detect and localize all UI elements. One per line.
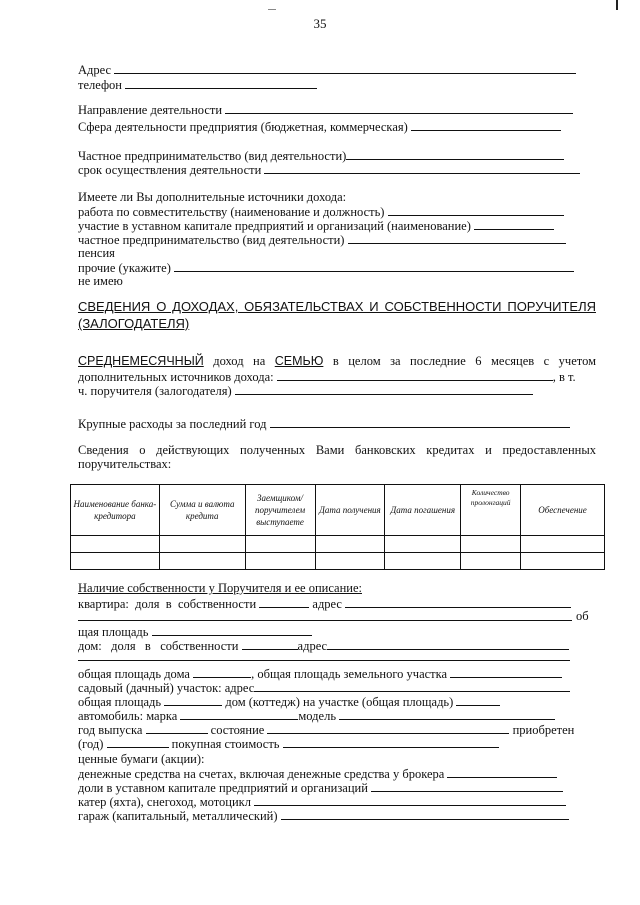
money-row [78,766,557,781]
expenses-label: Крупные расходы за последний год [78,417,267,431]
table-cell[interactable] [159,553,245,570]
apartment-share-field[interactable] [259,596,309,608]
col-header-security: Обеспечение [521,485,605,536]
table-header-row [71,485,605,536]
table-cell[interactable] [385,553,461,570]
apartment-address-word: адрес [312,597,342,611]
income-line2-start: дополнительных источников дохода: [78,370,274,384]
family-word: СЕМЬЮ [274,354,324,368]
credits-table [70,484,605,570]
garage-label: гараж (капитальный, металлический) [78,809,278,823]
shares-field[interactable] [371,780,563,792]
car-row [78,708,555,723]
extra-income-question: Имеете ли Вы дополнительные источники дохода: [78,190,347,204]
col-header-amount: Сумма и валюта кредита [159,485,245,536]
phone-field[interactable] [125,77,317,89]
price-row [78,736,499,751]
col-header-date-received: Дата получения [315,485,385,536]
apartment-area-field[interactable] [152,624,312,636]
table-cell[interactable] [315,553,385,570]
share-label: участие в уставном капитале предприятий и организаций (наименование) [78,219,471,233]
year-label: год выпуска [78,723,143,737]
direction-label: Направление деятельности [78,103,223,117]
house-share-field[interactable] [242,638,298,650]
table-cell[interactable] [245,553,315,570]
credits-intro-line2: поручительствах: [78,457,172,471]
corner-mark [616,0,618,10]
address-field[interactable] [114,62,576,74]
page-number: 35 [313,16,327,31]
garden-row [78,680,570,695]
private-income-row [78,232,566,247]
address-label: Адрес [78,63,112,77]
price-label: покупная стоимость [171,737,280,751]
pension-label: пенсия [78,246,115,260]
private-income-field[interactable] [348,232,566,244]
acquired-label: приобретен [512,723,575,737]
condition-field[interactable] [267,722,509,734]
share-row [78,218,554,233]
ob-fragment: об [576,609,589,623]
house-address-field[interactable] [327,638,569,650]
land-area-label: , общая площадь земельного участка [251,667,448,681]
apartment-label: квартира: доля в собственности [78,597,257,611]
col-header-date-repaid: Дата погашения [385,485,461,536]
year-row [78,722,574,737]
expenses-field[interactable] [270,416,570,428]
year-field[interactable] [146,722,208,734]
garage-field[interactable] [281,808,569,820]
address-row [78,62,576,77]
income-line3 [78,383,533,398]
garage-row [78,808,569,823]
income-line2 [78,369,576,384]
house-area-row [78,666,562,681]
table-cell[interactable] [71,536,160,553]
direction-field[interactable] [225,102,573,114]
condition-label: состояние [210,723,265,737]
cottage-label: дом (коттедж) на участке (общая площадь) [225,695,454,709]
car-label: автомобиль: марка [78,709,178,723]
table-cell[interactable] [385,536,461,553]
sphere-row [78,119,561,134]
other-label: прочие (укажите) [78,261,171,275]
apartment-area-label: щая площадь [78,625,149,639]
phone-label: телефон [78,78,122,92]
part-time-field[interactable] [388,204,564,216]
private-income-label: частное предпринимательство (вид деятельности) [78,233,345,247]
garden-area-row [78,694,500,709]
boat-label: катер (яхта), снегоход, мотоцикл [78,795,251,809]
income-line1 [78,354,596,368]
table-cell[interactable] [245,536,315,553]
house-area-label: общая площадь дома [78,667,190,681]
col-header-bank: Наименование банка-кредитора [71,485,160,536]
house-address-field-2[interactable] [78,660,570,661]
sphere-label: Сфера деятельности предприятия (бюджетная, коммерческая) [78,120,408,134]
money-field[interactable] [447,766,557,778]
model-label: модель [298,709,337,723]
money-label: денежные средства на счетах, включая денежные средства у брокера [78,767,445,781]
house-label: дом: доля в собственности [78,639,239,653]
credits-intro-line1: Сведения о действующих полученных Вами банковских кредитах и предоставленных [78,443,596,457]
income-total-field[interactable] [277,369,553,381]
table-cell[interactable] [159,536,245,553]
private-label: Частное предпринимательство (вид деятельности) [78,149,347,163]
table-cell[interactable] [461,553,521,570]
table-cell[interactable] [461,536,521,553]
term-row [78,162,580,177]
house-address-word: адрес [297,639,328,653]
property-heading [78,581,362,595]
apartment-row [78,596,571,611]
col-header-role: Заемщиком/ поручителем выступаете [245,485,315,536]
apartment-address-field[interactable] [345,596,571,608]
garden-area-label: общая площадь [78,695,162,709]
garden-area-field[interactable] [164,694,222,706]
none-label: не имею [78,274,123,288]
phone-row [78,77,317,92]
income-part1: доход на [203,354,275,368]
part-time-row [78,204,564,219]
table-cell[interactable] [71,553,160,570]
income-line2-end: , в т. [552,370,576,384]
boat-field[interactable] [254,794,566,806]
direction-row [78,102,573,117]
house-row [78,638,569,653]
apartment-address-field-2[interactable] [78,620,572,621]
other-field[interactable] [174,260,574,272]
shares-row [78,780,563,795]
other-row [78,260,574,275]
car-make-field[interactable] [180,708,298,720]
expenses-row [78,416,570,431]
guarantor-income-field[interactable] [235,383,533,395]
garden-label: садовый (дачный) участок: адрес [78,681,255,695]
property-heading-text: Наличие собственности у Поручителя и ее описание: [78,581,362,595]
apartment-area-row [78,624,312,639]
col-header-extensions: Количество пролонгаций [461,485,521,536]
table-row [71,553,605,570]
share-field[interactable] [474,218,554,230]
section-heading-line1: СВЕДЕНИЯ О ДОХОДАХ, ОБЯЗАТЕЛЬСТВАХ И СОБСТВЕННОСТИ ПОРУЧИТЕЛЯ [78,299,596,314]
scan-mark [268,9,276,10]
section-heading-line2: (ЗАЛОГОДАТЕЛЯ) [78,316,190,331]
securities-label: ценные бумаги (акции): [78,752,205,766]
garden-address-field[interactable] [254,680,570,692]
part-time-label: работа по совместительству (наименование и должность) [78,205,385,219]
cottage-area-field[interactable] [456,694,500,706]
securities-row [78,752,204,766]
private-field[interactable] [346,148,564,160]
table-row [71,536,605,553]
year-paren: (год) [78,737,104,751]
house-area-field[interactable] [193,666,251,678]
shares-label: доли в уставном капитале предприятий и организаций [78,781,368,795]
avg-word: СРЕДНЕМЕСЯЧНЫЙ [78,354,204,368]
table-cell[interactable] [521,553,605,570]
boat-row [78,794,566,809]
sphere-field[interactable] [411,119,561,131]
term-field[interactable] [264,162,580,174]
table-cell[interactable] [521,536,605,553]
acquired-year-field[interactable] [107,736,169,748]
guarantor-income-label: ч. поручителя (залогодателя) [78,384,232,398]
price-field[interactable] [283,736,499,748]
term-label: срок осуществления деятельности [78,163,262,177]
table-cell[interactable] [315,536,385,553]
car-model-field[interactable] [339,708,555,720]
income-part2: в целом за последние 6 месяцев с учетом [323,354,596,368]
land-area-field[interactable] [450,666,562,678]
private-row [78,148,564,163]
